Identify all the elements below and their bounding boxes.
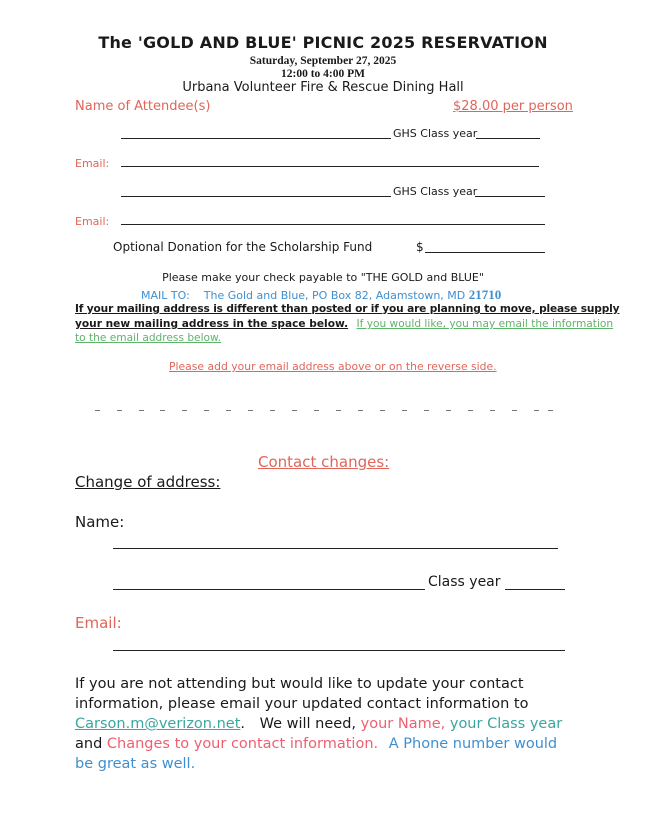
- attendee-label: Name of Attendee(s): [75, 99, 211, 114]
- name-label: Name:: [75, 513, 125, 531]
- footer-line2: information, please email your updated contact information to: [75, 696, 529, 712]
- attendee1-class-year-field[interactable]: [476, 138, 540, 139]
- check-note: Please make your check payable to "THE GOLD and BLUE": [162, 271, 484, 284]
- your-class-year-text: your Class year: [449, 716, 563, 732]
- email-option-part2: to the email address below.: [75, 332, 222, 344]
- attendee2-class-year-field[interactable]: [475, 196, 545, 197]
- footer-period: .: [240, 716, 245, 732]
- mail-zip: 21710: [468, 287, 502, 302]
- attendee1-class-year-label: GHS Class year: [393, 127, 478, 140]
- footer-line4: [75, 734, 557, 754]
- dollar-sign: $: [416, 240, 424, 254]
- page-title: The 'GOLD AND BLUE' PICNIC 2025 RESERVATION: [98, 33, 548, 52]
- attendee1-email-field[interactable]: [121, 166, 539, 167]
- contact-changes-heading: Contact changes:: [258, 453, 390, 471]
- attendee1-name-field[interactable]: [121, 138, 391, 139]
- contact-email-field[interactable]: [113, 650, 565, 651]
- contact-name-field[interactable]: [113, 548, 558, 549]
- footer-line1: If you are not attending but would like to update your contact: [75, 676, 524, 692]
- and-text: and: [75, 736, 103, 752]
- attendee2-email-field[interactable]: [121, 224, 545, 225]
- contact-class-year-field[interactable]: [505, 589, 565, 590]
- mail-address: The Gold and Blue, PO Box 82, Adamstown, MD: [203, 289, 466, 302]
- move-note-line1: If your mailing address is different than posted or if you are planning to move, please supply: [75, 303, 620, 315]
- contact-email-link[interactable]: Carson.m@verizon.net: [75, 716, 241, 732]
- phone-text-part2: be great as well.: [75, 756, 196, 772]
- changes-text: Changes to your contact information.: [106, 736, 379, 752]
- event-time: 12:00 to 4:00 PM: [281, 68, 365, 80]
- donation-amount-field[interactable]: [425, 252, 545, 253]
- your-name-text: your Name,: [360, 716, 446, 732]
- contact-email-label: Email:: [75, 614, 122, 632]
- contact-address-field[interactable]: [113, 589, 425, 590]
- footer-line3: [75, 714, 562, 734]
- email-option-part1: If you would like, you may email the information: [356, 318, 614, 330]
- move-note-line2: [75, 318, 613, 330]
- we-need-text: We will need,: [259, 716, 357, 732]
- attendee1-email-label: Email:: [75, 157, 110, 170]
- move-note-line2-text: your new mailing address in the space below.: [75, 318, 349, 330]
- mail-to-label: MAIL TO:: [141, 289, 190, 302]
- reminder-note: Please add your email address above or on the reverse side.: [169, 360, 497, 373]
- attendee2-class-year-label: GHS Class year: [393, 185, 478, 198]
- phone-text-part1: A Phone number would: [388, 736, 558, 752]
- attendee2-email-label: Email:: [75, 215, 110, 228]
- change-of-address-label: Change of address:: [75, 473, 221, 491]
- price-label: $28.00 per person: [453, 99, 573, 114]
- donation-label: Optional Donation for the Scholarship Fund: [113, 240, 373, 254]
- event-date: Saturday, September 27, 2025: [249, 55, 397, 67]
- contact-class-year-label: Class year: [428, 574, 501, 590]
- event-venue: Urbana Volunteer Fire & Rescue Dining Hall: [182, 80, 464, 95]
- attendee2-name-field[interactable]: [121, 196, 391, 197]
- mail-to-line: [141, 287, 501, 303]
